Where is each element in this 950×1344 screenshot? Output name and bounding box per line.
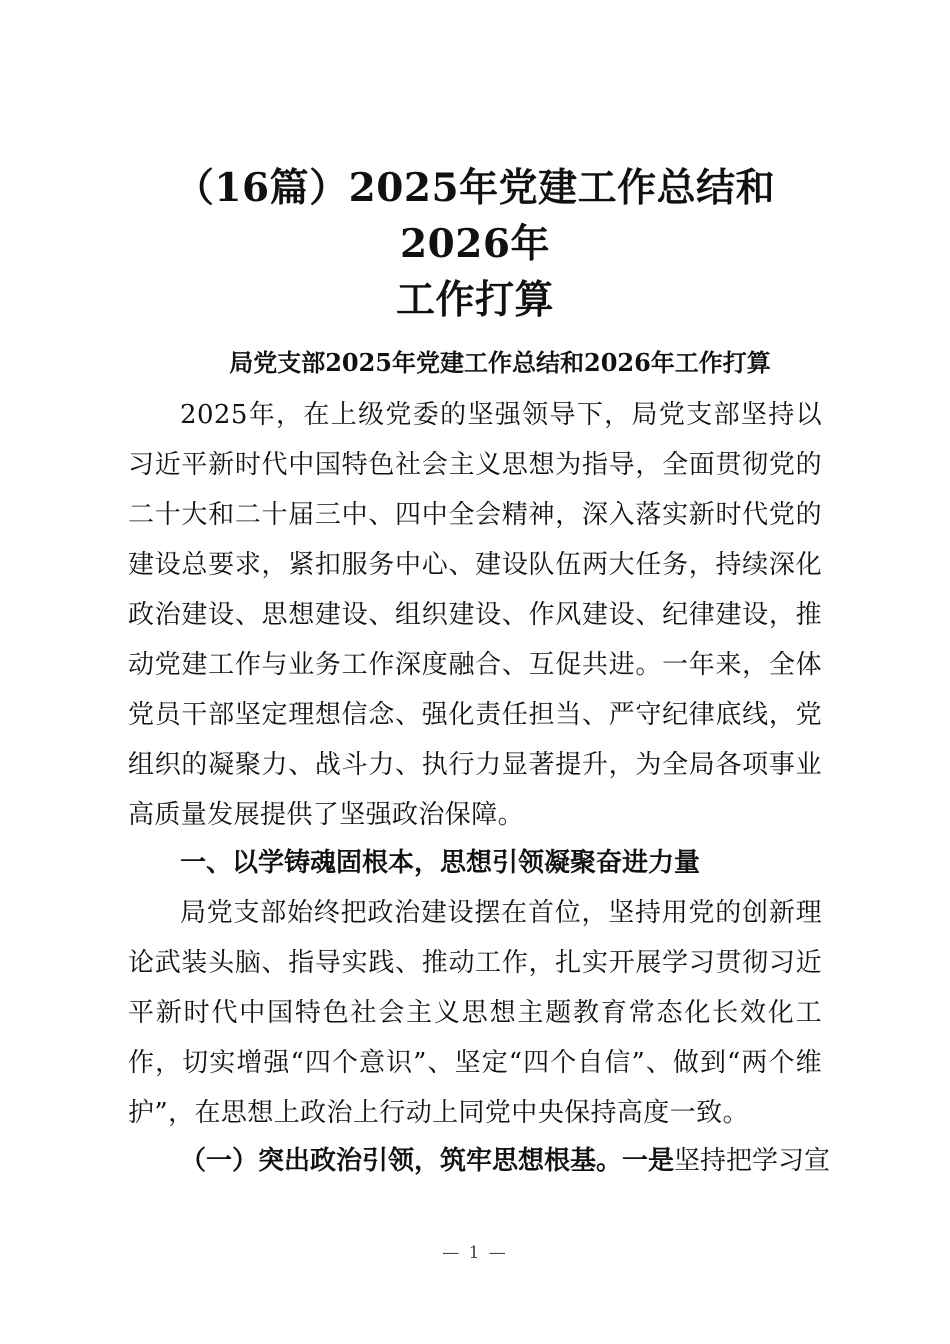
document-title-line-1: （16篇）2025年党建工作总结和2026年 [174, 165, 776, 267]
section-heading-1: 一、以学铸魂固根本，思想引领凝聚奋进力量 [180, 848, 701, 878]
article-title: 局党支部2025年党建工作总结和2026年工作打算 [229, 348, 771, 377]
subsection-heading-text: 坚持把学习宣 [674, 1146, 831, 1176]
subsection-heading-bold: （一）突出政治引领，筑牢思想根基。一是 [180, 1146, 675, 1176]
subsection-heading-1 [180, 1138, 831, 1184]
body-paragraph-1: 2025年，在上级党委的坚强领导下，局党支部坚持以习近平新时代中国特色社会主义思想为指导，全面贯彻党的二十大和二十届三中、四中全会精神，深入落实新时代党的建设总要求，紧扣服务中心、建设队伍两大任务，持续深化政治建设、思想建设、组织建设、作风建设、纪律建设，推动党建工作与业务工作深度融合、互促共进。一年来，全体党员干部坚定理想信念、强化责任担当、严守纪律底线，党组织的凝聚力、战斗力、执行力显著提升，为全局各项事业高质量发展提供了坚强政治保障。 [128, 400, 822, 830]
document-title-line-2: 工作打算 [395, 277, 554, 323]
page-number: — 1 — [442, 1243, 508, 1263]
body-paragraph-2: 局党支部始终把政治建设摆在首位，坚持用党的创新理论武装头脑、指导实践、推动工作，扎实开展学习贯彻习近平新时代中国特色社会主义思想主题教育常态化长效化工作，切实增强“四个意识”、坚定“四个自信”、做到“两个维护”，在思想上政治上行动上同党中央保持高度一致。 [128, 898, 822, 1128]
document-title [128, 160, 822, 328]
